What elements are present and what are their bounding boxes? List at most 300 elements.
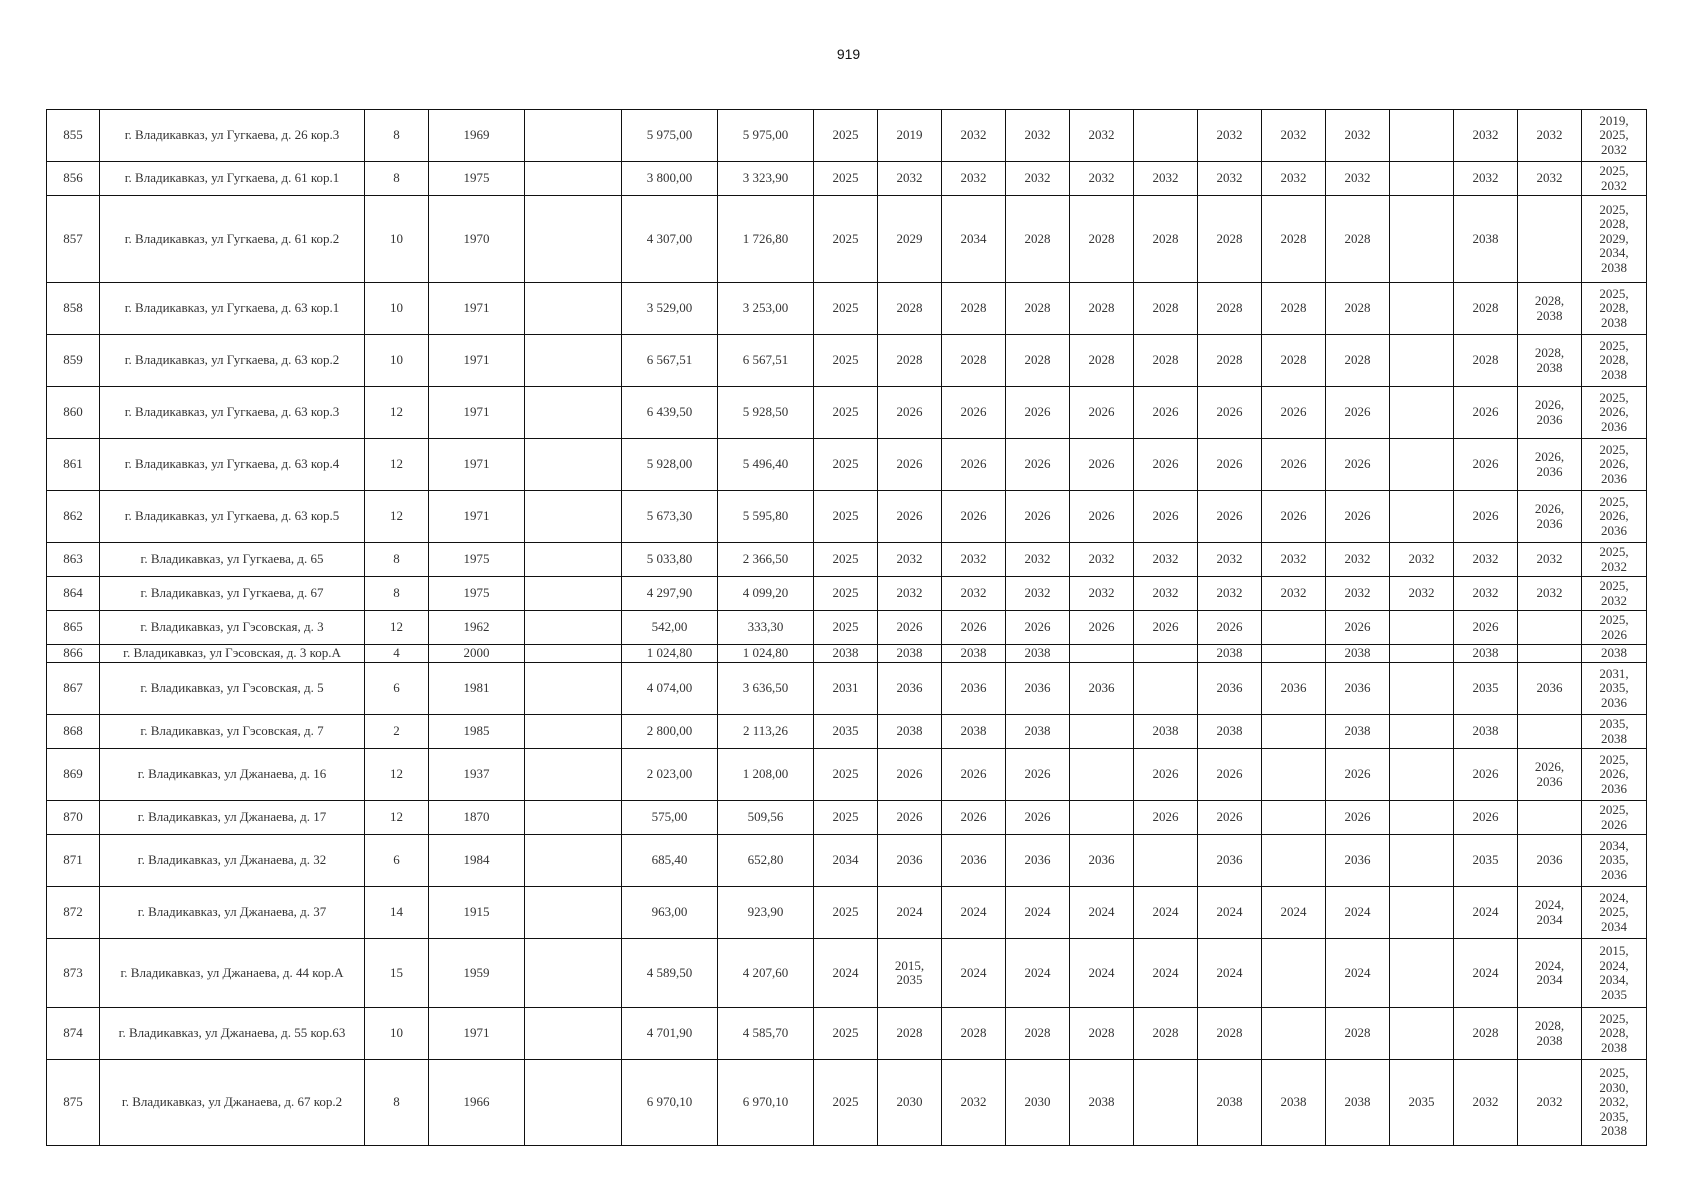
work-year-cell (1198, 543, 1262, 577)
cell-text: 5 033,80 (646, 551, 693, 567)
work-year-cell (878, 162, 942, 196)
work-year-cell (814, 439, 878, 491)
cell-text: 2032 (1152, 585, 1179, 601)
floors-cell (365, 1008, 429, 1060)
work-year-cell (1198, 335, 1262, 387)
floors-cell (365, 162, 429, 196)
cell-text: 2031 (832, 680, 859, 696)
cell-text: 2038 (1280, 1094, 1307, 1110)
work-year-cell (878, 663, 942, 715)
cell-text: 2 800,00 (646, 723, 693, 739)
year-cell (429, 196, 525, 283)
work-year-cell (1326, 1008, 1390, 1060)
empty-cell (525, 491, 622, 543)
work-year-cell (1454, 196, 1518, 283)
row-number-cell (47, 1060, 100, 1146)
cell-text: 2028 (1088, 1025, 1115, 1041)
cell-text: 2038 (1216, 1094, 1243, 1110)
work-year-cell (1454, 749, 1518, 801)
cell-text: 2032 (960, 127, 987, 143)
cell-text: 2032 (1536, 1094, 1563, 1110)
work-year-cell (1518, 543, 1582, 577)
living-area-cell (718, 835, 814, 887)
work-year-cell (1262, 439, 1326, 491)
work-year-cell (1326, 283, 1390, 335)
work-year-cell (1390, 543, 1454, 577)
cell-text: 2032 (1280, 551, 1307, 567)
cell-text: 963,00 (651, 904, 688, 920)
total-area-cell (622, 1060, 718, 1146)
year-cell (429, 887, 525, 939)
summary-years-cell (1582, 162, 1647, 196)
cell-text: 2026 (960, 508, 987, 524)
cell-text: 2028 (1152, 230, 1179, 246)
work-year-cell (942, 110, 1006, 162)
work-year-cell (942, 335, 1006, 387)
work-year-cell (1326, 577, 1390, 611)
cell-text: 2028 (1216, 1025, 1243, 1041)
empty-cell (525, 887, 622, 939)
cell-text: 2025, 2032 (1599, 544, 1629, 574)
work-year-cell (1134, 835, 1198, 887)
cell-text: 2028 (1024, 300, 1051, 316)
address-cell (100, 110, 365, 162)
summary-years-cell (1582, 663, 1647, 715)
work-year-cell (1006, 110, 1070, 162)
cell-text: 2038 (1216, 645, 1243, 661)
cell-text: 8 (393, 585, 400, 601)
cell-text: г. Владикавказ, ул Гугкаева, д. 63 кор.5 (124, 508, 340, 524)
row-number-cell (47, 645, 100, 663)
cell-text: 2038 (832, 645, 859, 661)
work-year-cell (1198, 887, 1262, 939)
cell-text: 1969 (463, 127, 490, 143)
cell-text: 5 496,40 (742, 456, 789, 472)
table-row (47, 335, 1647, 387)
cell-text: 2026 (1280, 456, 1307, 472)
row-number-cell (47, 162, 100, 196)
work-year-cell (1262, 887, 1326, 939)
cell-text: 2024 (1024, 964, 1051, 980)
row-number-cell (47, 887, 100, 939)
work-year-cell (1006, 835, 1070, 887)
cell-text: 2025, 2028, 2038 (1599, 1010, 1629, 1055)
work-year-cell (1454, 283, 1518, 335)
cell-text: 2024 (960, 904, 987, 920)
work-year-cell (814, 835, 878, 887)
work-year-cell (1326, 439, 1390, 491)
work-year-cell (1134, 543, 1198, 577)
empty-cell (525, 439, 622, 491)
cell-text: 2036 (1216, 680, 1243, 696)
address-cell (100, 887, 365, 939)
work-year-cell (1070, 887, 1134, 939)
cell-text: 2026 (1344, 508, 1371, 524)
work-year-cell (1006, 162, 1070, 196)
work-year-cell (1390, 801, 1454, 835)
work-year-cell (1070, 749, 1134, 801)
cell-text: 8 (393, 1094, 400, 1110)
table-row (47, 577, 1647, 611)
work-year-cell (1326, 491, 1390, 543)
work-year-cell (1262, 715, 1326, 749)
cell-text: 2026 (1152, 456, 1179, 472)
work-year-cell (1262, 1008, 1326, 1060)
cell-text: 2026 (1152, 619, 1179, 635)
row-number-cell (47, 801, 100, 835)
summary-years-cell (1582, 715, 1647, 749)
work-year-cell (1198, 196, 1262, 283)
work-year-cell (1518, 611, 1582, 645)
cell-text: 2028 (896, 1025, 923, 1041)
total-area-cell (622, 645, 718, 663)
cell-text: 2028 (1280, 352, 1307, 368)
work-year-cell (1198, 715, 1262, 749)
cell-text: 2032 (1408, 585, 1435, 601)
work-year-cell (1134, 887, 1198, 939)
cell-text: 2026 (896, 809, 923, 825)
cell-text: 2024, 2025, 2034 (1599, 889, 1629, 934)
work-year-cell (878, 196, 942, 283)
living-area-cell (718, 491, 814, 543)
work-year-cell (942, 801, 1006, 835)
summary-years-cell (1582, 801, 1647, 835)
cell-text: 2026 (1088, 508, 1115, 524)
work-year-cell (1006, 611, 1070, 645)
work-year-cell (814, 110, 878, 162)
cell-text: 2036 (896, 852, 923, 868)
work-year-cell (814, 939, 878, 1008)
floors-cell (365, 611, 429, 645)
cell-text: 2032 (1280, 585, 1307, 601)
work-year-cell (1070, 801, 1134, 835)
cell-text: 1915 (463, 904, 490, 920)
work-year-cell (942, 1008, 1006, 1060)
cell-text: 10 (390, 300, 403, 316)
cell-text: 2025 (832, 352, 859, 368)
work-year-cell (1070, 110, 1134, 162)
cell-text: 2036 (1024, 680, 1051, 696)
cell-text: 3 800,00 (646, 170, 693, 186)
work-year-cell (1134, 663, 1198, 715)
work-year-cell (1326, 196, 1390, 283)
total-area-cell (622, 611, 718, 645)
cell-text: 2028 (1216, 300, 1243, 316)
cell-text: 2025, 2030, 2032, 2035, 2038 (1599, 1065, 1629, 1139)
cell-text: 2028 (1088, 300, 1115, 316)
work-year-cell (878, 491, 942, 543)
total-area-cell (622, 939, 718, 1008)
cell-text: 2026 (1280, 404, 1307, 420)
cell-text: 2024 (960, 964, 987, 980)
summary-years-cell (1582, 491, 1647, 543)
work-year-cell (1518, 645, 1582, 663)
summary-years-cell (1582, 335, 1647, 387)
row-number-cell (47, 749, 100, 801)
table-row (47, 162, 1647, 196)
floors-cell (365, 543, 429, 577)
cell-text: 2032 (1152, 170, 1179, 186)
work-year-cell (1070, 283, 1134, 335)
work-year-cell (1262, 611, 1326, 645)
cell-text: 6 439,50 (646, 404, 693, 420)
total-area-cell (622, 835, 718, 887)
row-number-cell (47, 611, 100, 645)
work-year-cell (814, 543, 878, 577)
work-year-cell (1326, 801, 1390, 835)
work-year-cell (1134, 110, 1198, 162)
cell-text: 2026 (1216, 619, 1243, 635)
year-cell (429, 1008, 525, 1060)
work-year-cell (878, 577, 942, 611)
cell-text: 2024 (1216, 964, 1243, 980)
work-year-cell (814, 749, 878, 801)
row-number-cell (47, 577, 100, 611)
cell-text: 2036 (1088, 852, 1115, 868)
work-year-cell (1070, 611, 1134, 645)
cell-text: 2032 (896, 551, 923, 567)
work-year-cell (1006, 939, 1070, 1008)
cell-text: 5 928,50 (742, 404, 789, 420)
cell-text: 862 (63, 508, 83, 524)
cell-text: 2 023,00 (646, 766, 693, 782)
work-year-cell (1326, 335, 1390, 387)
cell-text: 2028 (896, 300, 923, 316)
work-year-cell (878, 645, 942, 663)
cell-text: 2025 (832, 809, 859, 825)
cell-text: 2032 (960, 585, 987, 601)
cell-text: 2028 (960, 300, 987, 316)
total-area-cell (622, 162, 718, 196)
work-year-cell (1518, 439, 1582, 491)
cell-text: 860 (63, 404, 83, 420)
table-row (47, 1060, 1647, 1146)
work-year-cell (1454, 439, 1518, 491)
work-year-cell (878, 283, 942, 335)
cell-text: 2030 (896, 1094, 923, 1110)
table-row (47, 801, 1647, 835)
address-cell (100, 439, 365, 491)
year-cell (429, 1060, 525, 1146)
cell-text: 2025 (832, 766, 859, 782)
cell-text: 2026 (1472, 508, 1499, 524)
work-year-cell (942, 543, 1006, 577)
cell-text: 2025, 2026, 2036 (1599, 441, 1629, 486)
floors-cell (365, 335, 429, 387)
work-year-cell (1134, 439, 1198, 491)
living-area-cell (718, 335, 814, 387)
cell-text: 1971 (463, 1025, 490, 1041)
cell-text: 2026, 2036 (1534, 397, 1565, 427)
cell-text: 2024 (832, 964, 859, 980)
summary-years-cell (1582, 387, 1647, 439)
work-year-cell (942, 439, 1006, 491)
cell-text: 2038 (1472, 230, 1499, 246)
cell-text: г. Владикавказ, ул Гугкаева, д. 65 (140, 551, 324, 567)
cell-text: 2026 (896, 456, 923, 472)
work-year-cell (1454, 162, 1518, 196)
year-cell (429, 335, 525, 387)
cell-text: 1975 (463, 585, 490, 601)
work-year-cell (1198, 577, 1262, 611)
cell-text: 2028 (1472, 1025, 1499, 1041)
work-year-cell (1262, 196, 1326, 283)
cell-text: 1975 (463, 551, 490, 567)
work-year-cell (1390, 939, 1454, 1008)
work-year-cell (942, 196, 1006, 283)
work-year-cell (1070, 663, 1134, 715)
cell-text: 2025 (832, 404, 859, 420)
cell-text: г. Владикавказ, ул Джанаева, д. 44 кор.А (120, 964, 344, 980)
cell-text: 2036 (1536, 680, 1563, 696)
table-row (47, 939, 1647, 1008)
cell-text: 2032 (1280, 127, 1307, 143)
cell-text: 2036 (1216, 852, 1243, 868)
address-cell (100, 162, 365, 196)
cell-text: 2019 (896, 127, 923, 143)
work-year-cell (1326, 663, 1390, 715)
cell-text: 542,00 (651, 619, 688, 635)
address-cell (100, 801, 365, 835)
work-year-cell (1518, 387, 1582, 439)
address-cell (100, 387, 365, 439)
cell-text: 12 (390, 809, 403, 825)
cell-text: 2032 (1344, 551, 1371, 567)
work-year-cell (1518, 283, 1582, 335)
cell-text: 10 (390, 230, 403, 246)
cell-text: 2032 (1088, 551, 1115, 567)
cell-text: 3 323,90 (742, 170, 789, 186)
work-year-cell (1454, 663, 1518, 715)
living-area-cell (718, 1008, 814, 1060)
floors-cell (365, 715, 429, 749)
work-year-cell (1134, 801, 1198, 835)
address-cell (100, 645, 365, 663)
work-year-cell (942, 887, 1006, 939)
table-row (47, 887, 1647, 939)
work-year-cell (1454, 491, 1518, 543)
work-year-cell (1390, 335, 1454, 387)
work-year-cell (1262, 110, 1326, 162)
cell-text: г. Владикавказ, ул Гугкаева, д. 63 кор.1 (124, 300, 340, 316)
work-year-cell (1006, 663, 1070, 715)
cell-text: 2026 (1152, 766, 1179, 782)
cell-text: 2025 (832, 170, 859, 186)
cell-text: 1 726,80 (742, 230, 789, 246)
living-area-cell (718, 196, 814, 283)
work-year-cell (1518, 715, 1582, 749)
work-year-cell (1454, 645, 1518, 663)
work-year-cell (1454, 715, 1518, 749)
cell-text: 2028 (1216, 352, 1243, 368)
cell-text: 2025, 2026 (1599, 802, 1629, 832)
cell-text: 872 (63, 904, 83, 920)
cell-text: 2026 (1344, 766, 1371, 782)
cell-text: 2024 (1344, 904, 1371, 920)
cell-text: 6 567,51 (742, 352, 789, 368)
year-cell (429, 439, 525, 491)
work-year-cell (1390, 196, 1454, 283)
cell-text: 2032 (1088, 127, 1115, 143)
work-year-cell (814, 387, 878, 439)
work-year-cell (1454, 939, 1518, 1008)
cell-text: 2026 (1344, 809, 1371, 825)
cell-text: 2026 (1472, 766, 1499, 782)
total-area-cell (622, 439, 718, 491)
cell-text: 2024, 2034 (1534, 897, 1565, 927)
work-year-cell (1070, 543, 1134, 577)
work-year-cell (1454, 577, 1518, 611)
cell-text: г. Владикавказ, ул Джанаева, д. 32 (137, 852, 327, 868)
cell-text: 2024 (1216, 904, 1243, 920)
cell-text: 2032 (1216, 585, 1243, 601)
table-row (47, 645, 1647, 663)
cell-text: 2038 (896, 723, 923, 739)
summary-years-cell (1582, 611, 1647, 645)
empty-cell (525, 611, 622, 645)
work-year-cell (1006, 439, 1070, 491)
living-area-cell (718, 887, 814, 939)
cell-text: 2024 (1472, 964, 1499, 980)
table-row (47, 1008, 1647, 1060)
cell-text: 2035 (1472, 680, 1499, 696)
cell-text: 2034 (960, 230, 987, 246)
cell-text: г. Владикавказ, ул Джанаева, д. 37 (137, 904, 327, 920)
work-year-cell (1518, 162, 1582, 196)
work-year-cell (814, 663, 878, 715)
cell-text: 2025 (832, 619, 859, 635)
cell-text: 866 (63, 645, 83, 661)
table-row (47, 196, 1647, 283)
cell-text: 2025 (832, 230, 859, 246)
floors-cell (365, 283, 429, 335)
cell-text: 2036 (896, 680, 923, 696)
work-year-cell (1390, 1008, 1454, 1060)
cell-text: 2025 (832, 551, 859, 567)
work-year-cell (1262, 491, 1326, 543)
floors-cell (365, 663, 429, 715)
row-number-cell (47, 491, 100, 543)
cell-text: 2026 (896, 508, 923, 524)
summary-years-cell (1582, 543, 1647, 577)
cell-text: 2026 (960, 404, 987, 420)
work-year-cell (1006, 335, 1070, 387)
total-area-cell (622, 577, 718, 611)
living-area-cell (718, 663, 814, 715)
living-area-cell (718, 645, 814, 663)
address-cell (100, 543, 365, 577)
cell-text: 2026 (1024, 766, 1051, 782)
cell-text: 1984 (463, 852, 490, 868)
total-area-cell (622, 801, 718, 835)
cell-text: 2038 (1024, 723, 1051, 739)
address-cell (100, 283, 365, 335)
year-cell (429, 387, 525, 439)
cell-text: 2030 (1024, 1094, 1051, 1110)
cell-text: 2032 (1344, 170, 1371, 186)
cell-text: 4 585,70 (742, 1025, 789, 1041)
empty-cell (525, 577, 622, 611)
work-year-cell (1006, 577, 1070, 611)
summary-years-cell (1582, 1060, 1647, 1146)
total-area-cell (622, 887, 718, 939)
cell-text: 2026 (1344, 619, 1371, 635)
work-year-cell (1198, 491, 1262, 543)
work-year-cell (1518, 196, 1582, 283)
cell-text: 2032 (1472, 127, 1499, 143)
floors-cell (365, 939, 429, 1008)
work-year-cell (1198, 439, 1262, 491)
